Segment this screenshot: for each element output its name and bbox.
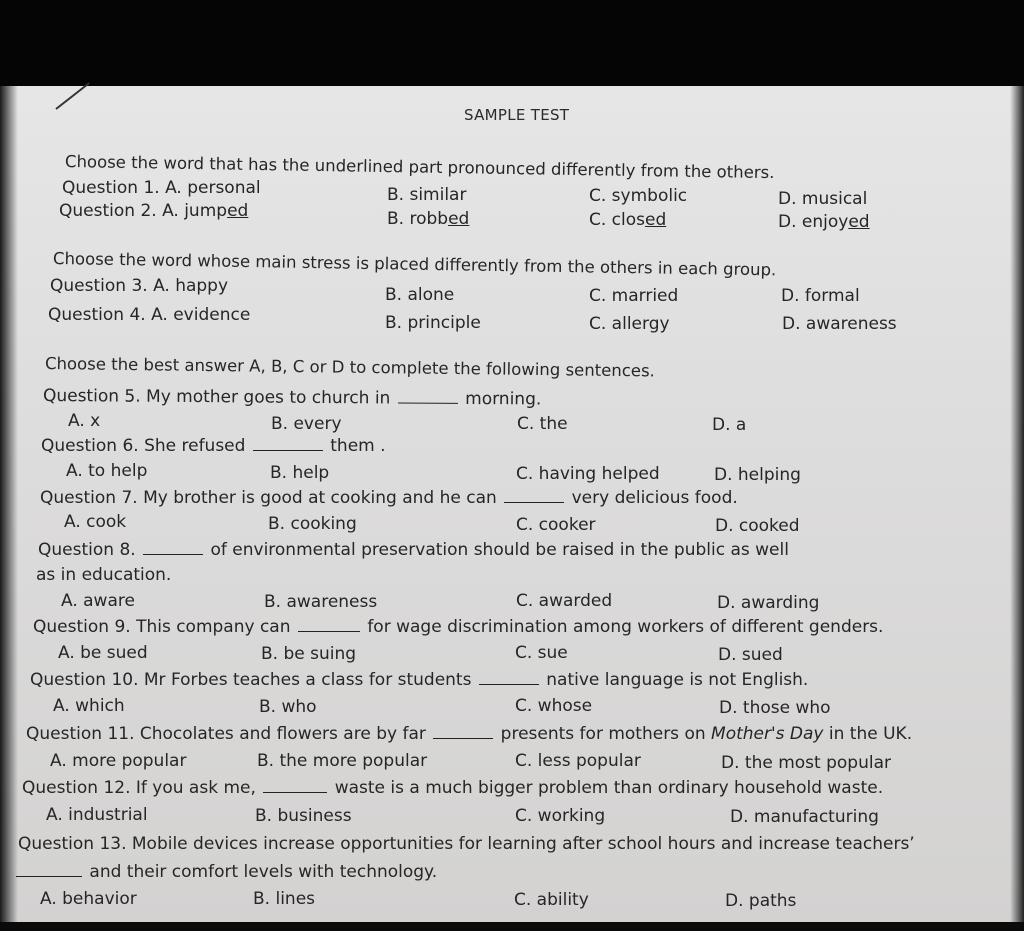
q6-blank[interactable] [253, 436, 323, 451]
q5-stem: Question 5. My mother goes to church in morning. [42, 386, 542, 410]
q1-option-c: C. symbolic [589, 186, 688, 206]
q9-option-a: A. be sued [58, 643, 148, 663]
q8-stem: Question 8. of environmental preservation should be raised in the public as well [38, 540, 789, 560]
q1-option-d: D. musical [778, 189, 868, 209]
q7-option-d: D. cooked [715, 516, 800, 536]
q7-option-c: C. cooker [516, 515, 596, 535]
q12-option-b: B. business [255, 806, 352, 826]
q8-stem-continued: as in education. [36, 565, 172, 585]
q6-option-c: C. having helped [516, 464, 660, 484]
q11-stem: Question 11. Chocolates and flowers are by far presents for mothers on Mother's Day in the UK. [26, 724, 913, 744]
q8-blank[interactable] [143, 540, 203, 555]
q13-blank[interactable] [16, 862, 82, 877]
q9-stem: Question 9. This company can for wage discrimination among workers of different genders. [33, 617, 884, 637]
q12-option-c: C. working [515, 806, 606, 826]
q7-blank[interactable] [504, 488, 564, 503]
q3-option-a: Question 3. A. happy [50, 276, 229, 296]
q2-option-b: B. robbed [387, 209, 470, 229]
q5-option-b: B. every [271, 414, 342, 434]
q11-option-c: C. less popular [515, 751, 641, 771]
q6-stem: Question 6. She refused them . [41, 436, 386, 456]
q10-stem: Question 10. Mr Forbes teaches a class for students native language is not English. [30, 670, 809, 690]
q6-option-b: B. help [270, 463, 330, 483]
q7-option-a: A. cook [64, 512, 127, 532]
q8-option-a: A. aware [61, 591, 135, 611]
q11-option-a: A. more popular [50, 751, 187, 771]
q6-option-d: D. helping [714, 465, 801, 485]
q4-option-c: C. allergy [589, 314, 670, 334]
q1-option-a: Question 1. A. personal [62, 178, 261, 198]
q6-option-a: A. to help [66, 461, 148, 481]
q9-blank[interactable] [298, 617, 360, 632]
q2-option-d: D. enjoyed [778, 212, 870, 232]
q10-option-d: D. those who [719, 698, 831, 718]
q12-stem: Question 12. If you ask me, waste is a much bigger problem than ordinary household waste. [22, 778, 884, 798]
q9-option-d: D. sued [718, 645, 783, 665]
q5-option-c: C. the [517, 414, 568, 434]
q8-option-b: B. awareness [264, 592, 378, 612]
q12-option-a: A. industrial [46, 805, 148, 825]
q1-option-b: B. similar [387, 185, 467, 205]
q7-option-b: B. cooking [268, 514, 357, 534]
q13-option-c: C. ability [514, 890, 589, 910]
q5-option-d: D. a [712, 415, 747, 435]
q3-option-b: B. alone [385, 285, 455, 305]
q5-blank[interactable] [398, 388, 458, 403]
q10-option-c: C. whose [515, 696, 593, 716]
q9-option-b: B. be suing [261, 644, 357, 664]
q11-blank[interactable] [433, 724, 493, 739]
instruction-stress: Choose the word whose main stress is placed differently from the others in each group. [52, 249, 777, 280]
instruction-grammar: Choose the best answer A, B, C or D to complete the following sentences. [44, 354, 655, 381]
q8-option-c: C. awarded [516, 591, 613, 611]
q13-option-a: A. behavior [40, 889, 137, 909]
q13-stem-continued: and their comfort levels with technology. [14, 862, 437, 882]
q13-option-d: D. paths [725, 891, 797, 911]
q11-option-d: D. the most popular [721, 753, 891, 773]
q12-blank[interactable] [263, 778, 327, 793]
q4-option-d: D. awareness [782, 314, 897, 334]
q13-stem: Question 13. Mobile devices increase opportunities for learning after school hours and increase teachers’ [18, 834, 915, 854]
q4-option-a: Question 4. A. evidence [48, 305, 251, 325]
q4-option-b: B. principle [385, 313, 481, 333]
q5-option-a: A. x [68, 411, 101, 431]
page-title: SAMPLE TEST [464, 106, 570, 124]
q8-option-d: D. awarding [717, 593, 820, 613]
q9-option-c: C. sue [515, 643, 568, 663]
q10-option-b: B. who [259, 697, 317, 717]
instruction-pronunciation: Choose the word that has the underlined part pronounced differently from the others. [64, 152, 775, 183]
q12-option-d: D. manufacturing [730, 807, 879, 827]
q7-stem: Question 7. My brother is good at cooking and he can very delicious food. [40, 488, 738, 508]
q11-option-b: B. the more popular [257, 751, 428, 771]
q2-option-c: C. closed [589, 210, 667, 230]
q13-option-b: B. lines [253, 889, 316, 909]
q10-blank[interactable] [479, 670, 539, 685]
q3-option-c: C. married [589, 286, 679, 306]
q3-option-d: D. formal [781, 286, 860, 306]
q2-option-a: Question 2. A. jumped [59, 201, 249, 221]
q10-option-a: A. which [53, 696, 125, 716]
bottom-dark-edge [0, 922, 1024, 931]
